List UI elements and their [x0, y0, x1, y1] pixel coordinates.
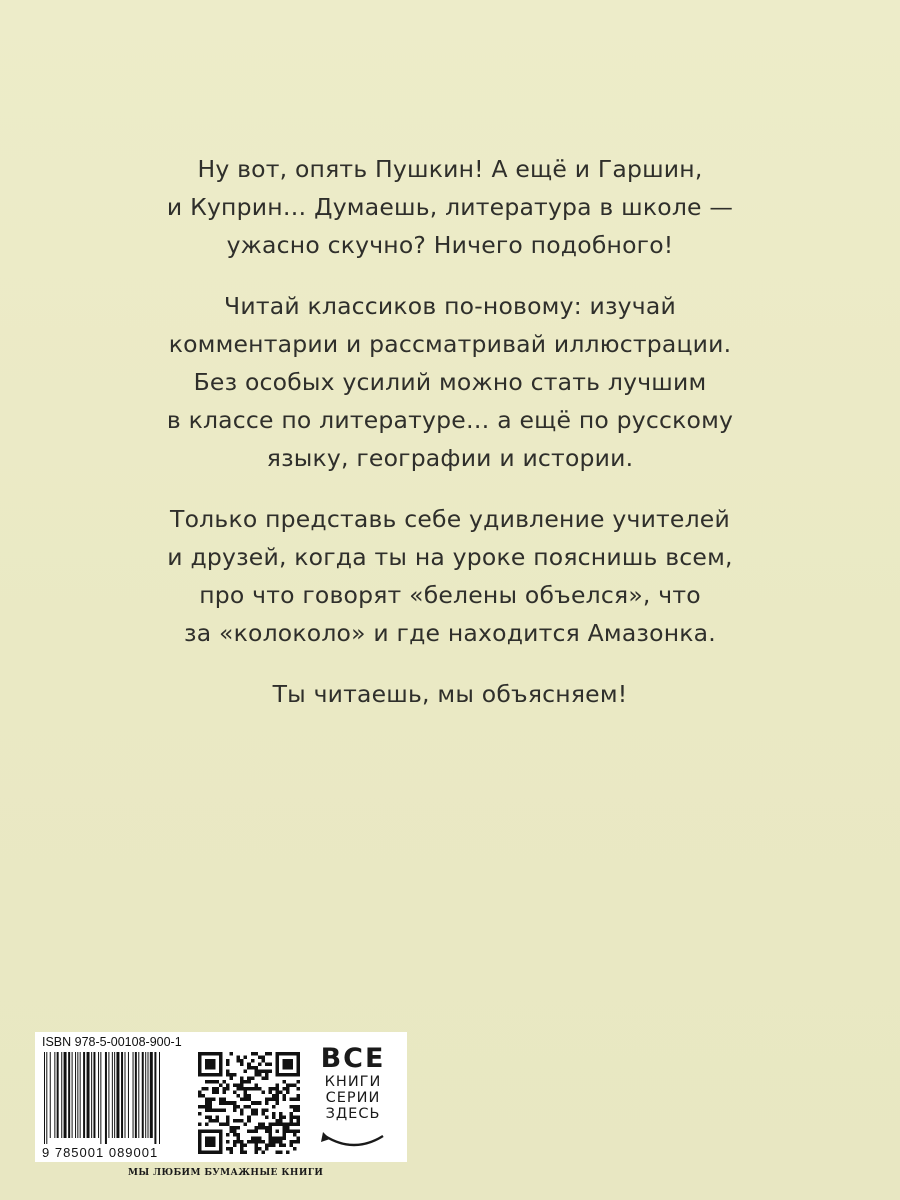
blurb-line: Ты читаешь, мы объясняем! — [272, 680, 628, 708]
ean-digits: 9 785001 089001 — [42, 1145, 159, 1160]
blurb-paragraph — [100, 150, 800, 264]
qr-code-icon[interactable] — [198, 1052, 300, 1154]
blurb-paragraph — [100, 500, 800, 652]
blurb-line: и Куприн… Думаешь, литература в школе — — [166, 193, 734, 221]
blurb-line: языку, географии и истории. — [266, 444, 634, 472]
blurb-line: комментарии и рассматривай иллюстрации. — [168, 330, 732, 358]
series-line-2: КНИГИ — [324, 1074, 382, 1090]
blurb-line: про что говорят «белены объелся», что — [199, 581, 701, 609]
blurb-text — [100, 150, 800, 736]
blurb-line: за «колоколо» и где находится Амазонка. — [184, 619, 716, 647]
blurb-line: Ну вот, опять Пушкин! А ещё и Гаршин, — [197, 155, 703, 183]
blurb-paragraph — [100, 287, 800, 477]
blurb-line: Читай классиков по-новому: изучай — [224, 292, 676, 320]
blurb-line: и друзей, когда ты на уроке пояснишь всем, — [167, 543, 733, 571]
isbn-label: ISBN 978-5-00108-900-1 — [42, 1035, 182, 1049]
curved-arrow-icon — [317, 1130, 391, 1154]
blurb-paragraph — [100, 675, 800, 713]
series-badge[interactable] — [305, 1044, 401, 1154]
barcode-icon — [42, 1052, 190, 1144]
series-line-1: ВСЕ — [320, 1043, 386, 1074]
barcode-panel — [35, 1032, 407, 1162]
blurb-line: в классе по литературе… а ещё по русскому — [166, 406, 734, 434]
blurb-line: ужасно скучно? Ничего подобного! — [226, 231, 674, 259]
series-line-4: ЗДЕСЬ — [325, 1106, 381, 1122]
series-line-3: СЕРИИ — [325, 1090, 381, 1106]
blurb-line: Только представь себе удивление учителей — [170, 505, 730, 533]
blurb-line: Без особых усилий можно стать лучшим — [193, 368, 707, 396]
publisher-slogan: МЫ ЛЮБИМ БУМАЖНЫЕ КНИГИ — [128, 1168, 324, 1178]
